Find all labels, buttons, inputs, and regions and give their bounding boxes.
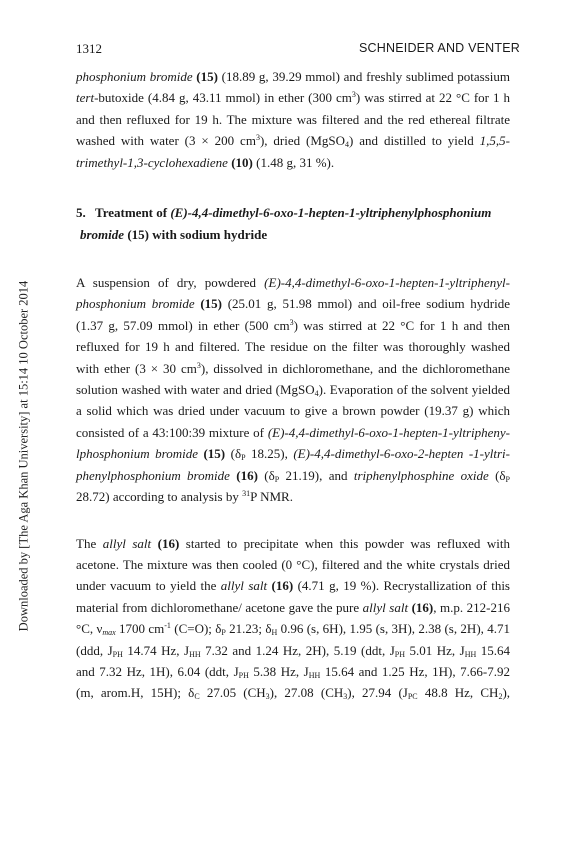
text-run: -butoxide (4.84 g, 43.11 mmol) in ether (300 cm [94, 90, 352, 106]
subscript: P [221, 628, 226, 638]
paragraph-end [76, 152, 510, 173]
text-run: 14.74 Hz, J [122, 642, 190, 658]
subscript: 4 [345, 140, 350, 150]
compound-name: allyl salt [362, 599, 409, 615]
section-title-text: Treatment of [95, 205, 171, 221]
text-run: A suspension of dry, powdered [76, 275, 265, 291]
text-run: ), dissolved in dichloromethane, and the dichloromethane solution [76, 360, 511, 398]
compound-number: (15) [192, 69, 218, 84]
text-run: 21.23; δ [225, 621, 272, 637]
section-number: 5. [76, 205, 86, 221]
text-run: 7.92 (m, arom.H, 15H); δ [76, 663, 510, 701]
text-run: washed with water (3 × 200 cm [76, 133, 256, 149]
text-run: 15.64 and 1.25 Hz, 1H), 7.66- [320, 663, 488, 679]
text-run: ), 27.08 (CH [269, 685, 344, 701]
subscript: HH [189, 649, 201, 659]
text-run: P NMR. [250, 489, 293, 505]
superscript: 31 [242, 489, 251, 499]
subscript: P [505, 474, 510, 484]
subscript: 3 [265, 692, 270, 702]
text-run: (25.01 g, 51.98 mmol) and oil-free sodium hydride [222, 296, 510, 312]
text-run: ) and distilled to yield [349, 133, 480, 149]
subscript: H [271, 628, 278, 638]
text-run: (C=O); δ [170, 621, 222, 637]
text-run: 48.8 Hz, CH [417, 685, 499, 701]
compound-name: phosphonium bromide [76, 296, 195, 312]
compound-number: (16) [229, 467, 258, 483]
text-run: 7.32 and 1.24 Hz, 2H), 5.19 (ddt, J [200, 642, 395, 658]
text-run: (δ [257, 467, 275, 483]
text-run: which was dried under vacuum to give a brown powder (19.37 g) which consisted [76, 403, 510, 440]
section-title-compound: bromide [80, 227, 125, 243]
text-run: refluxed for 19 h and filtered. The residue on the filter was thoroughly washed with [76, 339, 510, 376]
text-run: (4.71 g, 19 %). Recrystallization of this [293, 578, 510, 594]
compound-name: phenylphosphonium bromide [76, 467, 230, 483]
subscript: max [102, 628, 116, 638]
superscript: -1 [164, 621, 171, 631]
text-run: 1700 cm [115, 621, 165, 637]
compound-number: (16) [267, 578, 294, 594]
text-run: ). Evaporation of the solvent yielded a solid [76, 382, 511, 419]
section-title-text: with sodium hydride [148, 227, 268, 243]
compound-name: (E)-4,4-dimethyl-6-oxo-2-hepten -1-yltri- [293, 446, 510, 462]
compound-name: allyl salt [220, 578, 268, 594]
subscript: C [194, 692, 200, 702]
compound-name: triphenylphosphine oxide [353, 467, 489, 483]
text-run: (1.48 g, 31 %). [252, 154, 335, 170]
subscript: 2 [498, 692, 503, 702]
subscript: PC [407, 692, 418, 702]
subscript: P [241, 453, 246, 463]
subscript: PH [112, 649, 123, 659]
text-run: of a 43:100:39 mixture of [128, 424, 268, 440]
text-run: , m.p. 212-216 [433, 599, 510, 615]
text-run: ), 27.94 (J [347, 685, 408, 701]
text-run: ) was stirred at 22 °C for 1 h [355, 90, 510, 106]
text-run: ether (3 × 30 cm [104, 360, 197, 376]
subscript: HH [464, 649, 477, 659]
paragraph [76, 66, 510, 152]
compound-name: trimethyl-1,3-cyclohexadiene [76, 154, 228, 170]
page-number: 1312 [76, 41, 102, 56]
paragraph-end [76, 486, 510, 507]
paragraph [76, 272, 510, 486]
text-run: °C, ν [76, 621, 103, 637]
compound-number: (16) [408, 599, 434, 615]
subscript: P [274, 474, 280, 484]
text-run: ), dried (MgSO [259, 133, 346, 149]
subscript: PH [394, 649, 405, 659]
superscript: 3 [255, 133, 260, 143]
text-run: and then refluxed for 19 h. The mixture was filtered and the red ethereal filtrate [76, 111, 510, 127]
text-run: washed with water and dried (MgSO [121, 382, 315, 398]
download-watermark-text: Downloaded by [The Aga Khan University] at 15:14 10 October 2014 [16, 280, 31, 632]
superscript: 3 [351, 90, 356, 100]
compound-number: (15) [198, 446, 226, 462]
compound-number: (15) [194, 296, 222, 312]
text-run: (δ [488, 467, 506, 483]
text-run: 21.19), and [279, 467, 354, 483]
text-run: 15.64 and 7.32 Hz, 1H), 6.04 (ddt, J [76, 642, 510, 679]
article-body [76, 66, 510, 704]
text-run: 28.72) according to analysis by [76, 489, 243, 505]
text-run: The [76, 535, 103, 551]
text-run: 27.05 (CH [199, 685, 266, 701]
text-run: ) was stirred at 22 °C for 1 h and then [293, 317, 510, 333]
text-run: 18.25), [245, 446, 294, 462]
text-run: 5.01 Hz, J [404, 642, 465, 658]
superscript: 3 [196, 360, 201, 370]
compound-number: (16) [151, 535, 180, 551]
superscript: 3 [289, 317, 294, 327]
compound-name: (E)-4,4-dimethyl-6-oxo-1-hepten-1-yltripheny- [267, 424, 511, 440]
subscript: 4 [314, 389, 319, 399]
compound-name: (E)-4,4-dimethyl-6-oxo-1-hepten-1-yltriphenyl- [264, 275, 510, 291]
text-run: (18.89 g, 39.29 mmol) and freshly sublimed potassium [217, 69, 510, 84]
text-run: 0.96 (s, 6H), 1.95 (s, 3H), 2.38 (s, 2H), [277, 621, 484, 637]
compound-number: (15) [124, 227, 149, 243]
text-run: (1.37 g, 57.09 mmol) in ether (500 cm [76, 317, 290, 333]
text-run: acetone. The mixture was then cooled (0 °C), filtered and the white crystals dried [76, 556, 510, 572]
subscript: HH [308, 670, 321, 680]
compound-name: lphosphonium bromide [76, 446, 198, 462]
compound-name: 1,5,5- [479, 133, 511, 149]
subscript: PH [238, 670, 249, 680]
section-heading [76, 202, 510, 246]
text-run: started to precipitate when this powder was refluxed with [179, 535, 511, 551]
paragraph [76, 533, 510, 704]
italic-prefix: tert [76, 90, 95, 106]
text-run: material from dichloromethane/ acetone gave the pure [76, 599, 363, 615]
subscript: 3 [343, 692, 348, 702]
text-run: 4.71 (ddd, J [76, 621, 510, 658]
text-run: under vacuum to yield the [76, 578, 221, 594]
compound-name: phosphonium bromide [76, 69, 193, 84]
compound-number: (10) [227, 154, 253, 170]
running-head: SCHNEIDER AND VENTER [359, 41, 520, 55]
section-title-compound: (E)-4,4-dimethyl-6-oxo-1-hepten-1-yltriphenylphosphonium [170, 205, 492, 221]
text-run: ), [502, 685, 511, 701]
text-run: 5.38 Hz, J [248, 663, 309, 679]
compound-name: allyl salt [102, 535, 152, 551]
text-run: (δ [225, 446, 242, 462]
